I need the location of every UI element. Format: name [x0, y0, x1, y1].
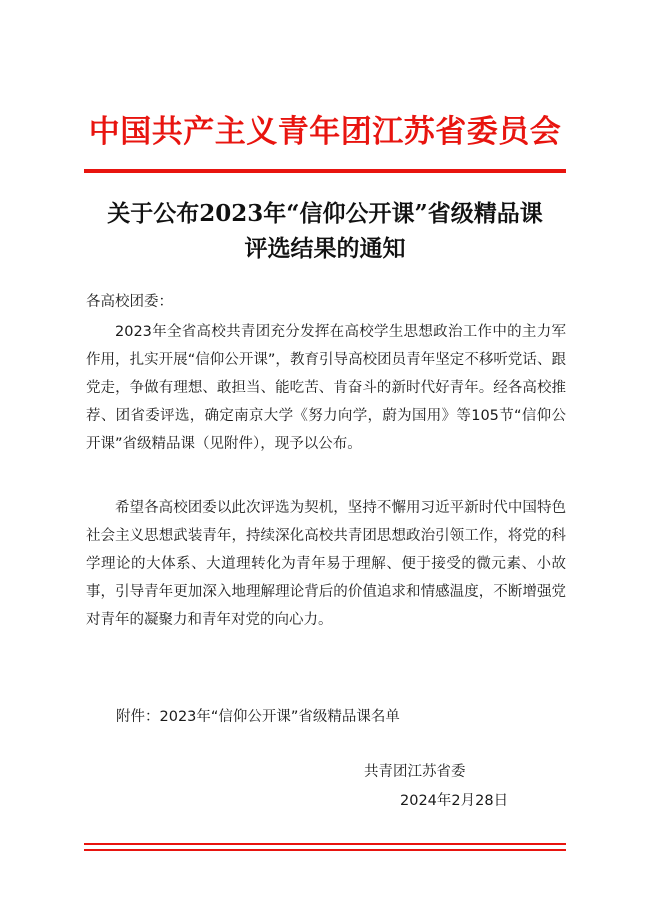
- org-letterhead: 中国共产主义青年团江苏省委员会: [88, 114, 562, 150]
- attachment-note: 附件：2023年“信仰公开课”省级精品课名单: [116, 709, 400, 725]
- letterhead-divider: [84, 169, 566, 173]
- body-paragraph-2: 希望各高校团委以此次评选为契机，坚持不懈用习近平新时代中国特色社会主义思想武装青年，持续深化高校共青团思想政治引领工作，将党的科学理论的大体系、大道理转化为青年易于理解、便于接受的微元素、小故事，引导青年更加深入地理解理论背后的价值追求和情感温度，不断增强党对青年的凝聚力和青年对党的向心力。: [86, 500, 566, 628]
- document-title: [60, 196, 590, 266]
- issue-date: 2024年2月28日: [400, 793, 509, 809]
- footer-divider-top: [84, 843, 566, 845]
- title-line-2: 评选结果的通知: [244, 235, 406, 262]
- title-line-1: 关于公布2023年“信仰公开课”省级精品课: [107, 200, 543, 227]
- footer-divider-bottom: [84, 849, 566, 851]
- body-paragraph-1: 2023年全省高校共青团充分发挥在高校学生思想政治工作中的主力军作用，扎实开展“信仰公开课”，教育引导高校团员青年坚定不移听党话、跟党走，争做有理想、敢担当、能吃苦、肯奋斗的新时代好青年。经各高校推荐、团省委评选，确定南京大学《努力向学，蔚为国用》等105节“信仰公开课”省级精品课（见附件），现予以公布。: [86, 324, 566, 452]
- salutation: 各高校团委：: [86, 294, 173, 310]
- signer: 共青团江苏省委: [364, 764, 466, 780]
